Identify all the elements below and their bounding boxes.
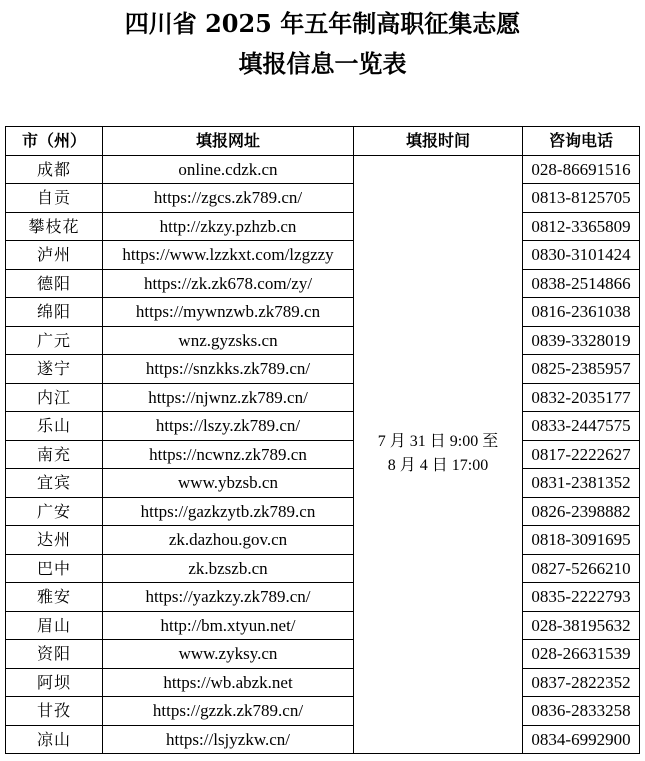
table-row (6, 269, 640, 298)
phone-cell: 0817-2222627 (523, 440, 640, 469)
url-link[interactable]: https://zgcs.zk789.cn/ (103, 184, 354, 213)
phone-cell: 0832-2035177 (523, 383, 640, 412)
phone-cell: 0813-8125705 (523, 184, 640, 213)
table-row (6, 383, 640, 412)
phone-cell: 028-38195632 (523, 611, 640, 640)
city-cell: 眉山 (6, 611, 103, 640)
url-link[interactable]: http://bm.xtyun.net/ (103, 611, 354, 640)
phone-cell: 0826-2398882 (523, 497, 640, 526)
url-link[interactable]: https://wb.abzk.net (103, 668, 354, 697)
city-cell: 资阳 (6, 640, 103, 669)
phone-cell: 0830-3101424 (523, 241, 640, 270)
city-cell: 甘孜 (6, 697, 103, 726)
table-row (6, 583, 640, 612)
table-row (6, 355, 640, 384)
phone-cell: 0831-2381352 (523, 469, 640, 498)
phone-cell: 0818-3091695 (523, 526, 640, 555)
phone-cell: 028-26631539 (523, 640, 640, 669)
time-line1: 7 月 31 日 9:00 至 (377, 433, 499, 451)
table-row (6, 469, 640, 498)
table-row (6, 640, 640, 669)
phone-cell: 028-86691516 (523, 155, 640, 184)
url-link[interactable]: www.zyksy.cn (103, 640, 354, 669)
header-time: 填报时间 (354, 127, 523, 156)
phone-cell: 0835-2222793 (523, 583, 640, 612)
city-cell: 攀枝花 (6, 212, 103, 241)
city-cell: 巴中 (6, 554, 103, 583)
city-cell: 广安 (6, 497, 103, 526)
phone-cell: 0834-6992900 (523, 725, 640, 754)
table-row (6, 697, 640, 726)
page-title-line1: 四川省 2025 年五年制高职征集志愿 (124, 9, 521, 38)
city-cell: 绵阳 (6, 298, 103, 327)
city-cell: 雅安 (6, 583, 103, 612)
url-link[interactable]: http://zkzy.pzhzb.cn (103, 212, 354, 241)
url-link[interactable]: https://www.lzzkxt.com/lzgzzy (103, 241, 354, 270)
url-link[interactable]: https://gazkzytb.zk789.cn (103, 497, 354, 526)
table-row (6, 668, 640, 697)
table-row (6, 241, 640, 270)
phone-cell: 0825-2385957 (523, 355, 640, 384)
url-link[interactable]: https://yazkzy.zk789.cn/ (103, 583, 354, 612)
city-cell: 遂宁 (6, 355, 103, 384)
url-link[interactable]: zk.dazhou.gov.cn (103, 526, 354, 555)
url-link[interactable]: zk.bzszb.cn (103, 554, 354, 583)
phone-cell: 0812-3365809 (523, 212, 640, 241)
time-line2: 8 月 4 日 17:00 (387, 457, 489, 475)
phone-cell: 0816-2361038 (523, 298, 640, 327)
url-link[interactable]: online.cdzk.cn (103, 155, 354, 184)
url-link[interactable]: www.ybzsb.cn (103, 469, 354, 498)
header-phone: 咨询电话 (523, 127, 640, 156)
table-row (6, 725, 640, 754)
table-row (6, 155, 640, 184)
city-cell: 乐山 (6, 412, 103, 441)
table-row (6, 298, 640, 327)
city-cell: 广元 (6, 326, 103, 355)
time-cell (354, 155, 523, 754)
table-row (6, 554, 640, 583)
city-cell: 泸州 (6, 241, 103, 270)
table-row (6, 326, 640, 355)
url-link[interactable]: https://zk.zk678.com/zy/ (103, 269, 354, 298)
table-row (6, 184, 640, 213)
phone-cell: 0833-2447575 (523, 412, 640, 441)
city-cell: 成都 (6, 155, 103, 184)
header-city: 市（州） (6, 127, 103, 156)
url-link[interactable]: https://mywnzwb.zk789.cn (103, 298, 354, 327)
url-link[interactable]: wnz.gyzsks.cn (103, 326, 354, 355)
phone-cell: 0839-3328019 (523, 326, 640, 355)
registration-info-table (5, 126, 640, 754)
table-row (6, 526, 640, 555)
phone-cell: 0836-2833258 (523, 697, 640, 726)
city-cell: 阿坝 (6, 668, 103, 697)
header-url: 填报网址 (103, 127, 354, 156)
city-cell: 德阳 (6, 269, 103, 298)
table-row (6, 412, 640, 441)
url-link[interactable]: https://ncwnz.zk789.cn (103, 440, 354, 469)
table-row (6, 440, 640, 469)
page-title-line2: 填报信息一览表 (238, 49, 407, 78)
city-cell: 达州 (6, 526, 103, 555)
phone-cell: 0838-2514866 (523, 269, 640, 298)
table-row (6, 497, 640, 526)
city-cell: 自贡 (6, 184, 103, 213)
table-row (6, 212, 640, 241)
url-link[interactable]: https://lsjyzkw.cn/ (103, 725, 354, 754)
city-cell: 内江 (6, 383, 103, 412)
phone-cell: 0837-2822352 (523, 668, 640, 697)
url-link[interactable]: https://njwnz.zk789.cn/ (103, 383, 354, 412)
url-link[interactable]: https://snzkks.zk789.cn/ (103, 355, 354, 384)
url-link[interactable]: https://gzzk.zk789.cn/ (103, 697, 354, 726)
table-row (6, 611, 640, 640)
phone-cell: 0827-5266210 (523, 554, 640, 583)
city-cell: 宜宾 (6, 469, 103, 498)
url-link[interactable]: https://lszy.zk789.cn/ (103, 412, 354, 441)
city-cell: 凉山 (6, 725, 103, 754)
table-header-row (6, 127, 640, 156)
city-cell: 南充 (6, 440, 103, 469)
